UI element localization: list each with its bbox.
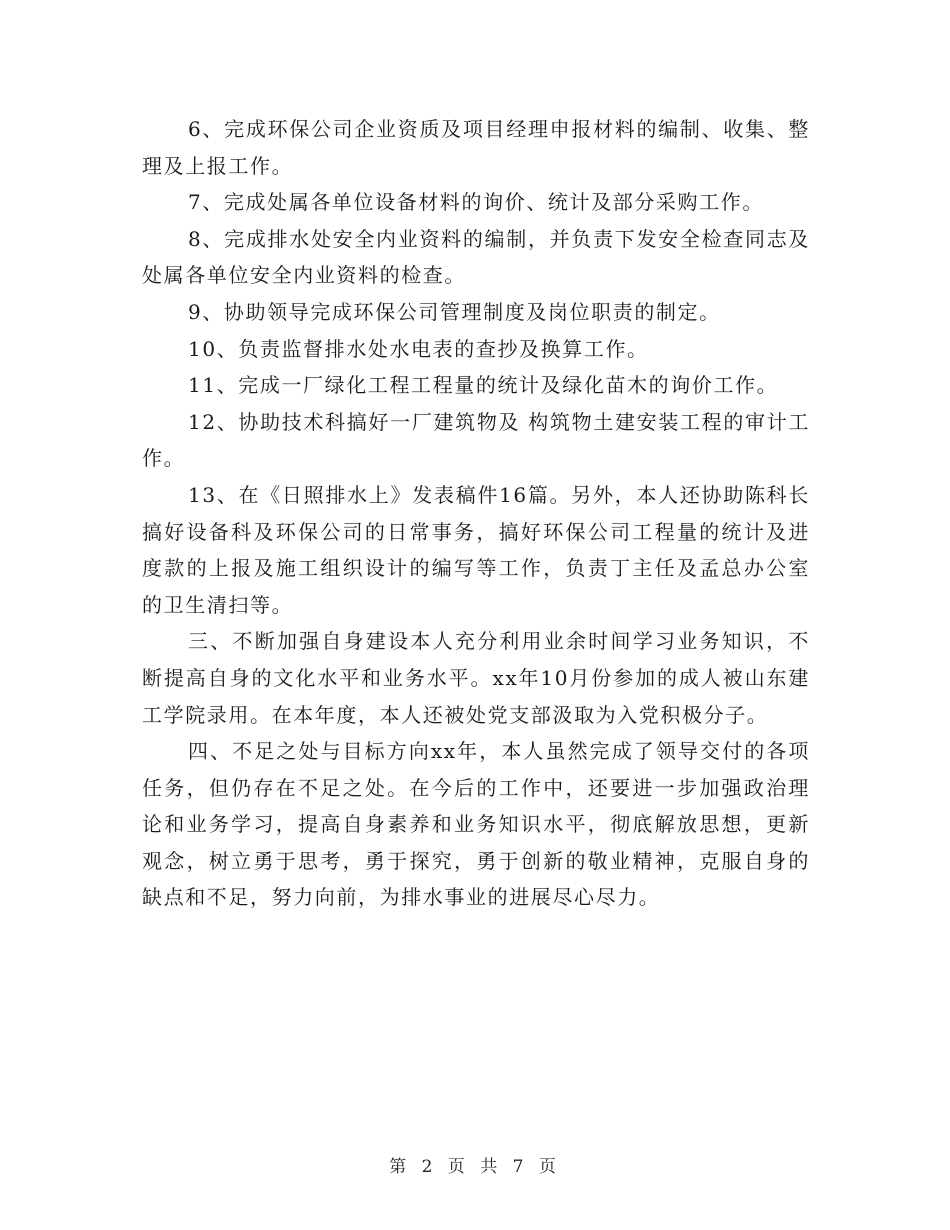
paragraph-item-13: 13、在《日照排水上》发表稿件16篇。另外，本人还协助陈科长搞好设备科及环保公司的日常事务，搞好环保公司工程量的统计及进度款的上报及施工组织设计的编写等工作，负责丁主任及孟总办公室的卫生清扫等。	[142, 482, 810, 617]
paragraph-item-7: 7、完成处属各单位设备材料的询价、统计及部分采购工作。	[188, 190, 764, 215]
paragraph-item-10: 10、负责监督排水处水电表的查抄及换算工作。	[188, 336, 649, 361]
paragraph-section-three: 三、不断加强自身建设本人充分利用业余时间学习业务知识，不断提高自身的文化水平和业务水平。xx年10月份参加的成人被山东建工学院录用。在本年度，本人还被处党支部汲取为入党积极分子。	[142, 629, 810, 727]
paragraph-item-11: 11、完成一厂绿化工程工程量的统计及绿化苗木的询价工作。	[188, 373, 779, 398]
document-body	[142, 111, 810, 916]
paragraph-item-9: 9、协助领导完成环保公司管理制度及岗位职责的制定。	[188, 299, 721, 324]
page-number-footer: 第 2 页 共 7 页	[389, 1157, 561, 1177]
paragraph-item-8: 8、完成排水处安全内业资料的编制，并负责下发安全检查同志及处属各单位安全内业资料的检查。	[142, 226, 810, 288]
paragraph-item-12: 12、协助技术科搞好一厂建筑物及 构筑物土建安装工程的审计工作。	[142, 409, 810, 471]
paragraph-section-four: 四、不足之处与目标方向xx年，本人虽然完成了领导交付的各项任务，但仍存在不足之处。在今后的工作中，还要进一步加强政治理论和业务学习，提高自身素养和业务知识水平，彻底解放思想，更新观念，树立勇于思考，勇于探究，勇于创新的敬业精神，克服自身的缺点和不足，努力向前，为排水事业的进展尽心尽力。	[142, 739, 810, 910]
paragraph-item-6: 6、完成环保公司企业资质及项目经理申报材料的编制、收集、整理及上报工作。	[142, 117, 810, 178]
